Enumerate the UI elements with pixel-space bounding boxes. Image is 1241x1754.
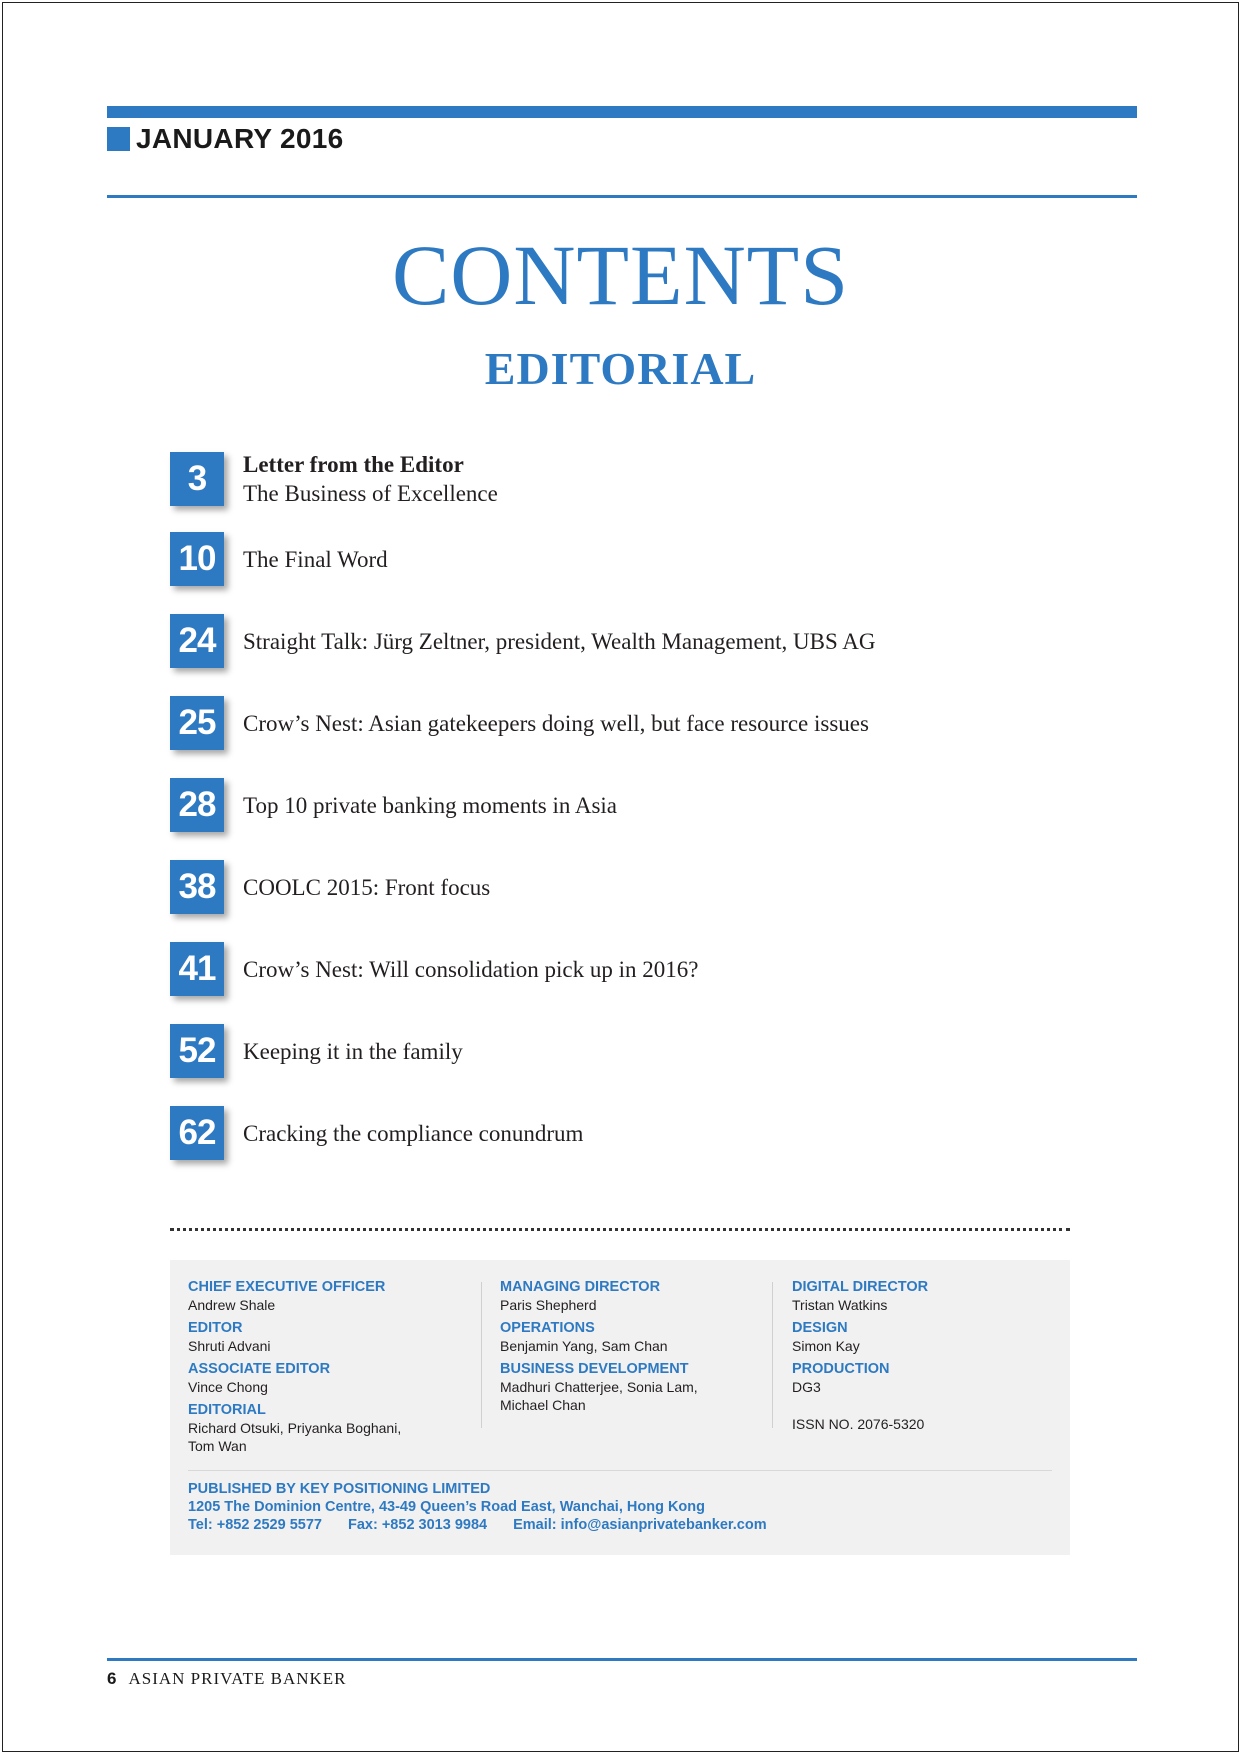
footer-rule <box>107 1658 1137 1661</box>
header-rule <box>107 195 1137 198</box>
publisher-email[interactable]: Email: info@asianprivatebanker.com <box>513 1517 767 1533</box>
masthead-name: Vince Chong <box>188 1379 268 1395</box>
toc-page-number: 41 <box>170 942 224 996</box>
masthead-column-3 <box>792 1278 1052 1433</box>
masthead-name: Paris Shepherd <box>500 1297 597 1313</box>
masthead-role: EDITOR <box>188 1320 243 1336</box>
toc-entry-title: Letter from the Editor <box>243 452 464 477</box>
masthead-role: ASSOCIATE EDITOR <box>188 1361 331 1377</box>
masthead-role: OPERATIONS <box>500 1320 595 1336</box>
toc-page-number: 38 <box>170 860 224 914</box>
toc-item[interactable] <box>170 532 388 586</box>
masthead-name: Shruti Advani <box>188 1338 271 1354</box>
dotted-divider <box>170 1228 1070 1231</box>
toc-page-number: 52 <box>170 1024 224 1078</box>
publisher-tel: Tel: +852 2529 5577 <box>188 1517 322 1533</box>
toc-entry-subtitle: The Business of Excellence <box>243 481 498 506</box>
masthead-name: Tristan Watkins <box>792 1297 888 1313</box>
publisher-fax: Fax: +852 3013 9984 <box>348 1517 488 1533</box>
column-divider <box>772 1282 773 1428</box>
toc-entry-title: Top 10 private banking moments in Asia <box>243 792 618 818</box>
toc-entry-title: Crow’s Nest: Will consolidation pick up in 2016? <box>243 956 699 982</box>
masthead-name: Richard Otsuki, Priyanka Boghani, <box>188 1420 402 1436</box>
masthead-column-2 <box>500 1278 770 1419</box>
toc-entry-title: The Final Word <box>243 546 388 572</box>
masthead-role: BUSINESS DEVELOPMENT <box>500 1361 689 1377</box>
masthead-name: Michael Chan <box>500 1397 586 1413</box>
masthead-role: PRODUCTION <box>792 1361 890 1377</box>
masthead-role: CHIEF EXECUTIVE OFFICER <box>188 1279 386 1295</box>
issue-marker-square <box>107 127 130 151</box>
column-divider <box>481 1282 482 1428</box>
masthead-name: Andrew Shale <box>188 1297 276 1313</box>
toc-entry-title: Crow’s Nest: Asian gatekeepers doing well, but face resource issues <box>243 710 869 736</box>
toc-item[interactable] <box>170 1106 583 1160</box>
toc-entry-title: Straight Talk: Jürg Zeltner, president, Wealth Management, UBS AG <box>243 628 876 654</box>
issn-number: ISSN NO. 2076-5320 <box>792 1416 925 1432</box>
masthead-column-1 <box>188 1278 478 1460</box>
toc-entry-title: COOLC 2015: Front focus <box>243 874 491 900</box>
masthead-name: Tom Wan <box>188 1438 247 1454</box>
toc-item[interactable] <box>170 860 490 914</box>
toc-page-number: 24 <box>170 614 224 668</box>
toc-entry-title: Keeping it in the family <box>243 1038 463 1064</box>
issue-date: JANUARY 2016 <box>136 123 344 154</box>
publisher-name: PUBLISHED BY KEY POSITIONING LIMITED <box>188 1481 491 1497</box>
masthead-name: Benjamin Yang, Sam Chan <box>500 1338 668 1354</box>
section-title: EDITORIAL <box>484 343 757 394</box>
issue-header <box>107 124 343 154</box>
header-bar <box>107 106 1137 118</box>
toc-entry-text <box>243 450 498 508</box>
masthead-role: MANAGING DIRECTOR <box>500 1279 661 1295</box>
page-footer <box>107 1669 347 1689</box>
toc-page-number: 28 <box>170 778 224 832</box>
toc-page-number: 10 <box>170 532 224 586</box>
toc-item[interactable] <box>170 696 869 750</box>
masthead-name: Madhuri Chatterjee, Sonia Lam, <box>500 1379 698 1395</box>
publisher-contacts <box>188 1516 1052 1534</box>
toc-item[interactable] <box>170 942 698 996</box>
masthead-name: DG3 <box>792 1379 821 1395</box>
masthead-divider <box>188 1470 1052 1471</box>
publisher-address: 1205 The Dominion Centre, 43-49 Queen’s Road East, Wanchai, Hong Kong <box>188 1499 705 1515</box>
masthead-role: EDITORIAL <box>188 1402 266 1418</box>
toc-page-number: 25 <box>170 696 224 750</box>
toc-item[interactable] <box>170 778 617 832</box>
masthead-name: Simon Kay <box>792 1338 860 1354</box>
page-title: CONTENTS <box>391 227 850 323</box>
publication-name: ASIAN PRIVATE BANKER <box>128 1669 347 1688</box>
toc-page-number: 62 <box>170 1106 224 1160</box>
toc-item[interactable] <box>170 1024 463 1078</box>
masthead-role: DIGITAL DIRECTOR <box>792 1279 929 1295</box>
toc-page-number: 3 <box>170 452 224 506</box>
masthead-box <box>170 1260 1070 1555</box>
page-number: 6 <box>107 1669 117 1688</box>
toc-entry-title: Cracking the compliance conundrum <box>243 1120 584 1146</box>
masthead-role: DESIGN <box>792 1320 848 1336</box>
publisher-info <box>188 1480 1052 1534</box>
toc-item[interactable] <box>170 450 498 508</box>
toc-item[interactable] <box>170 614 876 668</box>
